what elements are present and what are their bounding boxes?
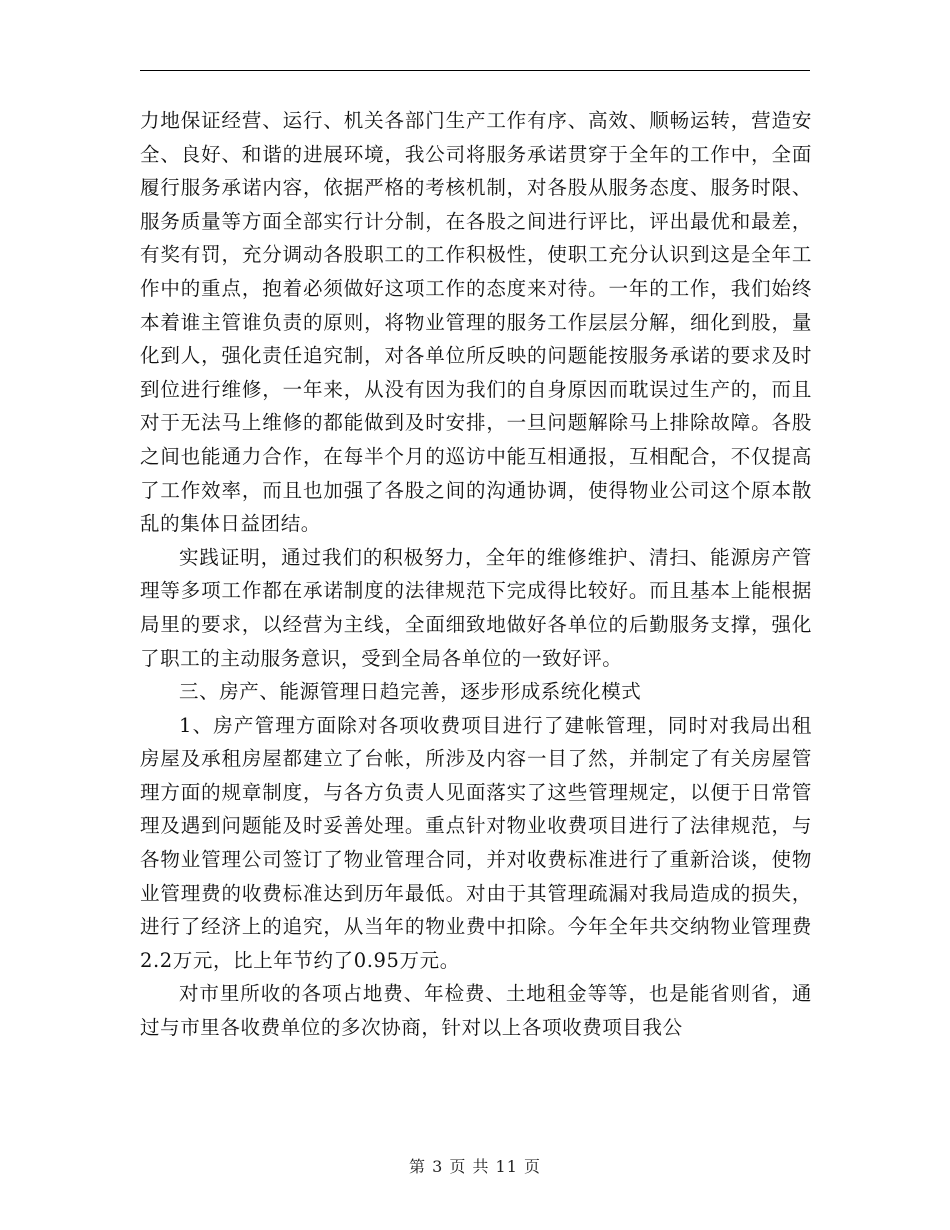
document-body [140,104,812,1045]
page-number-footer: 第 3 页 共 11 页 [409,1157,541,1176]
paragraph: 力地保证经营、运行、机关各部门生产工作有序、高效、顺畅运转，营造安全、良好、和谐的进展环境，我公司将服务承诺贯穿于全年的工作中，全面履行服务承诺内容，依据严格的考核机制，对各股从服务态度、服务时限、服务质量等方面全部实行计分制，在各股之间进行评比，评出最优和最差，有奖有罚，充分调动各股职工的工作积极性，使职工充分认识到这是全年工作中的重点，抱着必须做好这项工作的态度来对待。一年的工作，我们始终本着谁主管谁负责的原则，将物业管理的服务工作层层分解，细化到股，量化到人，强化责任追究制，对各单位所反映的问题能按服务承诺的要求及时到位进行维修，一年来，从没有因为我们的自身原因而耽误过生产的，而且对于无法马上维修的都能做到及时安排，一旦问题解除马上排除故障。各股之间也能通力合作，在每半个月的巡访中能互相通报，互相配合，不仅提高了工作效率，而且也加强了各股之间的沟通协调，使得物业公司这个原本散乱的集体日益团结。 [140,109,812,536]
header-rule [140,70,810,71]
paragraph: 对市里所收的各项占地费、年检费、土地租金等等，也是能省则省，通过与市里各收费单位的多次协商，针对以上各项收费项目我公 [140,982,812,1040]
paragraph: 实践证明，通过我们的积极努力，全年的维修维护、清扫、能源房产管理等多项工作都在承诺制度的法律规范下完成得比较好。而且基本上能根据局里的要求，以经营为主线，全面细致地做好各单位的后勤服务支撑，强化了职工的主动服务意识，受到全局各单位的一致好评。 [140,545,812,670]
paragraph: 1、房产管理方面除对各项收费项目进行了建帐管理，同时对我局出租房屋及承租房屋都建立了台帐，所涉及内容一目了然，并制定了有关房屋管理方面的规章制度，与各方负责人见面落实了这些管理规定，以便于日常管理及遇到问题能及时妥善处理。重点针对物业收费项目进行了法律规范，与各物业管理公司签订了物业管理合同，并对收费标准进行了重新洽谈，使物业管理费的收费标准达到历年最低。对由于其管理疏漏对我局造成的损失，进行了经济上的追究，从当年的物业费中扣除。今年全年共交纳物业管理费2.2万元，比上年节约了0.95万元。 [140,713,812,972]
section-heading: 三、房产、能源管理日趋完善，逐步形成系统化模式 [179,680,642,704]
